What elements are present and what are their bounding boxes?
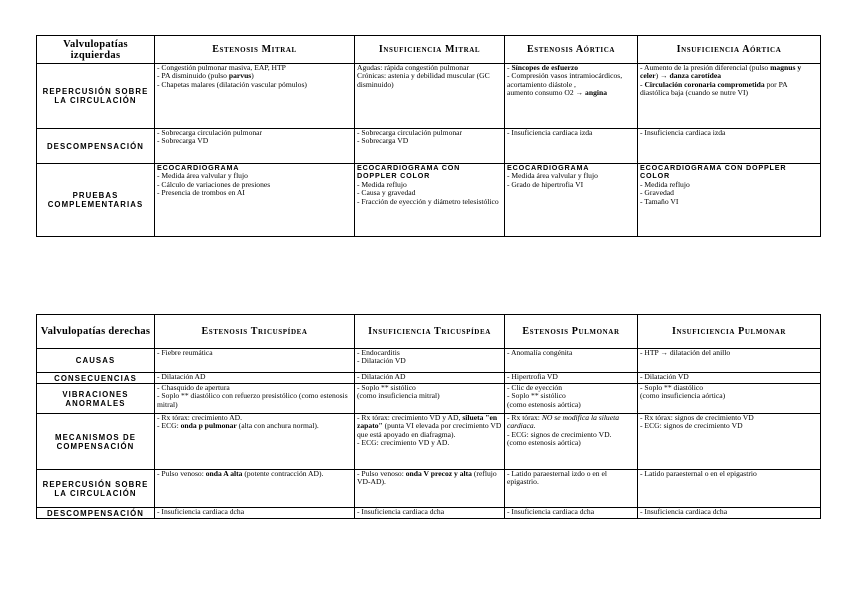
column-header-insuficiencia-aortica: Insuficiencia Aórtica [638, 36, 821, 64]
table-cell [355, 164, 505, 237]
table-valvulopatias-izquierdas [36, 35, 821, 237]
table-row [37, 414, 821, 470]
table-row [37, 508, 821, 519]
row-header-mecanismos-de-compensacion: MECANISMOS DE COMPENSACIÓN [37, 414, 155, 470]
cell-line [157, 189, 352, 197]
cell-text: (potente contracción AD). [242, 469, 324, 478]
cell-text: - Sobrecarga circulación pulmonar [157, 128, 263, 137]
cell-text: magnus y celer [640, 63, 804, 81]
cell-text: - Chapetas malares (dilatación vascular pómulos) [157, 79, 307, 89]
row-header-descompensacion: DESCOMPENSACIÓN [37, 129, 155, 164]
cell-line [357, 72, 502, 89]
column-header-estenosis-mitral: Estenosis Mitral [155, 36, 355, 64]
cell-line [357, 470, 502, 487]
cell-line [157, 470, 352, 478]
cell-text: - Grado de hipertrofia VI [507, 179, 584, 189]
column-header-insuficiencia-tricuspidea: Insuficiencia Tricuspídea [355, 315, 505, 349]
cell-text: - Latido paraesternal izdo o en el epigastrio. [507, 469, 609, 487]
table-cell [155, 384, 355, 414]
table-cell [355, 64, 505, 129]
cell-line [640, 64, 818, 81]
cell-text: parvus [228, 71, 252, 81]
cell-line [157, 373, 352, 381]
cell-text: - Chasquido de apertura [157, 383, 230, 392]
column-header-insuficiencia-pulmonar: Insuficiencia Pulmonar [638, 315, 821, 349]
cell-text: - ECG: [157, 421, 181, 431]
cell-text: (punta VI elevada por crecimiento VD que está apoyado en diafragma). [357, 421, 504, 439]
table-row [37, 64, 821, 129]
cell-text: Circulación coronaria comprometida [644, 79, 765, 89]
cell-line [157, 349, 352, 357]
table-cell [505, 373, 638, 384]
cell-text: - Rx tórax: [507, 413, 542, 422]
table-cell [638, 508, 821, 519]
column-header-estenosis-aortica: Estenosis Aórtica [505, 36, 638, 64]
table-cell [638, 349, 821, 373]
table-row [37, 384, 821, 414]
cell-line [357, 508, 502, 516]
cell-text: - Congestión pulmonar masiva, EAP, HTP [157, 63, 286, 72]
cell-text: (alta con anchura normal). [236, 421, 319, 431]
table-cell [505, 470, 638, 508]
table-cell [155, 414, 355, 470]
cell-line [640, 422, 818, 430]
table-cell [355, 129, 505, 164]
table-valvulopatias-derechas [36, 314, 821, 519]
cell-text: aumento consumo O2 → [507, 88, 586, 98]
cell-text: Crónicas: astenia y debilidad muscular (GC disminuido) [357, 71, 492, 89]
cell-text: - [640, 79, 645, 89]
cell-line [157, 422, 352, 430]
cell-line [640, 198, 818, 206]
cell-line [157, 392, 352, 409]
table-row [37, 373, 821, 384]
cell-text: - [507, 63, 512, 72]
cell-text: - Clic de eyección [507, 383, 563, 392]
cell-text: ) [251, 71, 254, 81]
cell-text: - Dilatación VD [357, 356, 406, 366]
table-cell [638, 384, 821, 414]
table-cell [505, 384, 638, 414]
cell-line [357, 198, 502, 206]
table-cell [505, 164, 638, 237]
cell-text: - Pulso venoso: [157, 469, 206, 478]
table-cell [505, 414, 638, 470]
cell-text: - Aumento de la presión diferencial (pulso [640, 63, 771, 72]
header-row [37, 36, 821, 64]
cell-text: ) → [655, 71, 670, 81]
cell-text: ECOCARDIOGRAMA [157, 163, 240, 172]
column-header-insuficiencia-mitral: Insuficiencia Mitral [355, 36, 505, 64]
cell-text: NO se modifica la silueta cardiaca. [507, 413, 621, 431]
table-row [37, 470, 821, 508]
column-header-estenosis-pulmonar: Estenosis Pulmonar [505, 315, 638, 349]
cell-line [507, 373, 635, 381]
cell-text: silueta "en zapato" [357, 413, 500, 431]
cell-text: por PA diastólica baja (cuando se nutre VI) [640, 79, 790, 98]
cell-text: - Medida área valvular y flujo [507, 171, 598, 181]
cell-text: acortamiento diástole , [507, 79, 576, 89]
cell-line [357, 392, 502, 400]
cell-text: (como insuficiencia aórtica) [640, 391, 726, 401]
table-row [37, 349, 821, 373]
cell-text: - Fiebre reumática [157, 348, 213, 357]
cell-line [357, 357, 502, 365]
cell-text: danza carotídea [669, 71, 722, 81]
column-header-estenosis-tricuspidea: Estenosis Tricuspídea [155, 315, 355, 349]
cell-text: - Pulso venoso: [357, 469, 406, 478]
cell-text: - Rx tórax: crecimiento AD. [157, 413, 242, 422]
cell-text: - Dilatación VD [640, 372, 689, 381]
cell-text: - Soplo ** sistólico [507, 391, 566, 401]
cell-text: - Insuficiencia cardiaca izda [640, 128, 726, 137]
cell-text: - Rx tórax: crecimiento VD y AD, [357, 413, 463, 422]
table-cell [355, 414, 505, 470]
table-cell [355, 384, 505, 414]
cell-line [357, 414, 502, 439]
row-header-vibraciones-anormales: VIBRACIONES ANORMALES [37, 384, 155, 414]
cell-text: - Insuficiencia cardiaca dcha [507, 507, 595, 516]
table-cell [155, 129, 355, 164]
cell-text: (como insuficiencia mitral) [357, 391, 440, 401]
row-header-repercusion-sobre-la-circulacion: REPERCUSIÓN SOBRE LA CIRCULACIÓN [37, 470, 155, 508]
table-cell [638, 373, 821, 384]
cell-text: - Rx tórax: signos de crecimiento VD [640, 413, 754, 422]
cell-line [357, 164, 502, 181]
cell-text: - Insuficiencia cardiaca dcha [640, 507, 728, 516]
table-cell [355, 373, 505, 384]
cell-text: - Sobrecarga VD [157, 136, 209, 146]
row-header-causas: CAUSAS [37, 349, 155, 373]
cell-text: ECOCARDIOGRAMA CON DOPPLER COLOR [357, 163, 463, 181]
cell-text: (como estenosis aórtica) [507, 399, 581, 409]
cell-line [640, 508, 818, 516]
cell-text: - ECG: signos de crecimiento VD. [507, 429, 612, 439]
cell-text: Agudas: rápida congestión pulmonar [357, 63, 469, 72]
cell-text: - Sobrecarga VD [357, 136, 409, 146]
cell-text: - Latido paraesternal o en el epigastrio [640, 469, 757, 478]
cell-line [507, 414, 635, 431]
table-cell [505, 349, 638, 373]
cell-text: - Endocarditis [357, 348, 400, 357]
cell-line [507, 470, 635, 487]
cell-line [640, 164, 818, 181]
cell-text: Síncopes de esfuerzo [511, 63, 579, 72]
cell-line [357, 373, 502, 381]
cell-text: angina [585, 88, 607, 98]
cell-text: - PA disminuido (pulso [157, 71, 229, 81]
cell-line [357, 439, 502, 447]
cell-text: ECOCARDIOGRAMA CON DOPPLER COLOR [640, 163, 790, 181]
cell-text: - Compresión vasos intramiocárdicos, [507, 71, 623, 81]
cell-line [507, 508, 635, 516]
cell-text: onda A alta [205, 469, 243, 478]
table-cell [355, 349, 505, 373]
table-title: Valvulopatías izquierdas [37, 36, 155, 64]
table-cell [355, 508, 505, 519]
table-cell [155, 164, 355, 237]
cell-line [157, 81, 352, 89]
table-cell [505, 64, 638, 129]
cell-text: - Insuficiencia cardiaca izda [507, 128, 593, 137]
cell-text: - Insuficiencia cardiaca dcha [157, 507, 245, 516]
cell-text: - HTP → dilatación del anillo [640, 348, 731, 357]
cell-text: ECOCARDIOGRAMA [507, 163, 590, 172]
table-cell [355, 470, 505, 508]
table-row [37, 164, 821, 237]
table-cell [638, 164, 821, 237]
cell-line [640, 392, 818, 400]
table-cell [505, 129, 638, 164]
cell-line [507, 89, 635, 97]
cell-text: (reflujo VD-AD). [357, 469, 499, 487]
table-cell [155, 64, 355, 129]
cell-text: (como estenosis aórtica) [507, 438, 581, 448]
table-cell [155, 508, 355, 519]
cell-text: - Hipertrofia VD [507, 372, 558, 381]
cell-text: - Anomalía congénita [507, 348, 573, 357]
cell-text: - Sobrecarga circulación pulmonar [357, 128, 463, 137]
table-cell [638, 414, 821, 470]
cell-line [640, 129, 818, 137]
header-row [37, 315, 821, 349]
cell-text: - Soplo ** diastólico con refuerzo presistólico (como estenosis mitral) [157, 391, 350, 409]
cell-line [507, 439, 635, 447]
cell-text: - Medida área valvular y flujo [157, 171, 248, 181]
row-header-repercusion-sobre-la-circulacion: REPERCUSIÓN SOBRE LA CIRCULACIÓN [37, 64, 155, 129]
cell-text: - Insuficiencia cardiaca dcha [357, 507, 445, 516]
cell-line [640, 373, 818, 381]
cell-text: - Cálculo de variaciones de presiones [157, 179, 271, 189]
cell-line [507, 181, 635, 189]
table-row [37, 129, 821, 164]
table-cell [505, 508, 638, 519]
cell-text: onda p pulmonar [180, 421, 237, 431]
cell-line [640, 349, 818, 357]
cell-line [640, 81, 818, 98]
table-cell [638, 129, 821, 164]
cell-text: - Medida reflujo [357, 179, 407, 189]
cell-text: - Soplo ** sistólico [357, 383, 416, 392]
cell-text: - ECG: crecimiento VD y AD. [357, 438, 450, 448]
table-cell [155, 373, 355, 384]
cell-line [157, 508, 352, 516]
cell-text: - Causa y gravedad [357, 188, 416, 198]
cell-text: - Fracción de eyección y diámetro telesistólico [357, 196, 499, 206]
cell-line [640, 470, 818, 478]
cell-line [157, 137, 352, 145]
cell-text: - Tamaño VI [640, 196, 679, 206]
cell-text: - Medida reflujo [640, 179, 690, 189]
row-header-descompensacion: DESCOMPENSACIÓN [37, 508, 155, 519]
table-cell [638, 64, 821, 129]
cell-line [507, 349, 635, 357]
cell-text: onda V precoz y alta [405, 469, 472, 478]
row-header-consecuencias: CONSECUENCIAS [37, 373, 155, 384]
cell-text: - ECG: signos de crecimiento VD [640, 421, 743, 431]
cell-text: - Soplo ** diastólico [640, 383, 704, 392]
table-cell [155, 349, 355, 373]
table-title: Valvulopatías derechas [37, 315, 155, 349]
cell-text: - Presencia de trombos en AI [157, 188, 245, 198]
cell-text: - Dilatación AD [157, 372, 206, 381]
cell-text: - Dilatación AD [357, 372, 406, 381]
cell-line [357, 137, 502, 145]
cell-text: - Gravedad [640, 188, 674, 198]
table-cell [155, 470, 355, 508]
cell-line [507, 401, 635, 409]
row-header-pruebas-complementarias: PRUEBAS COMPLEMENTARIAS [37, 164, 155, 237]
cell-line [507, 129, 635, 137]
table-cell [638, 470, 821, 508]
